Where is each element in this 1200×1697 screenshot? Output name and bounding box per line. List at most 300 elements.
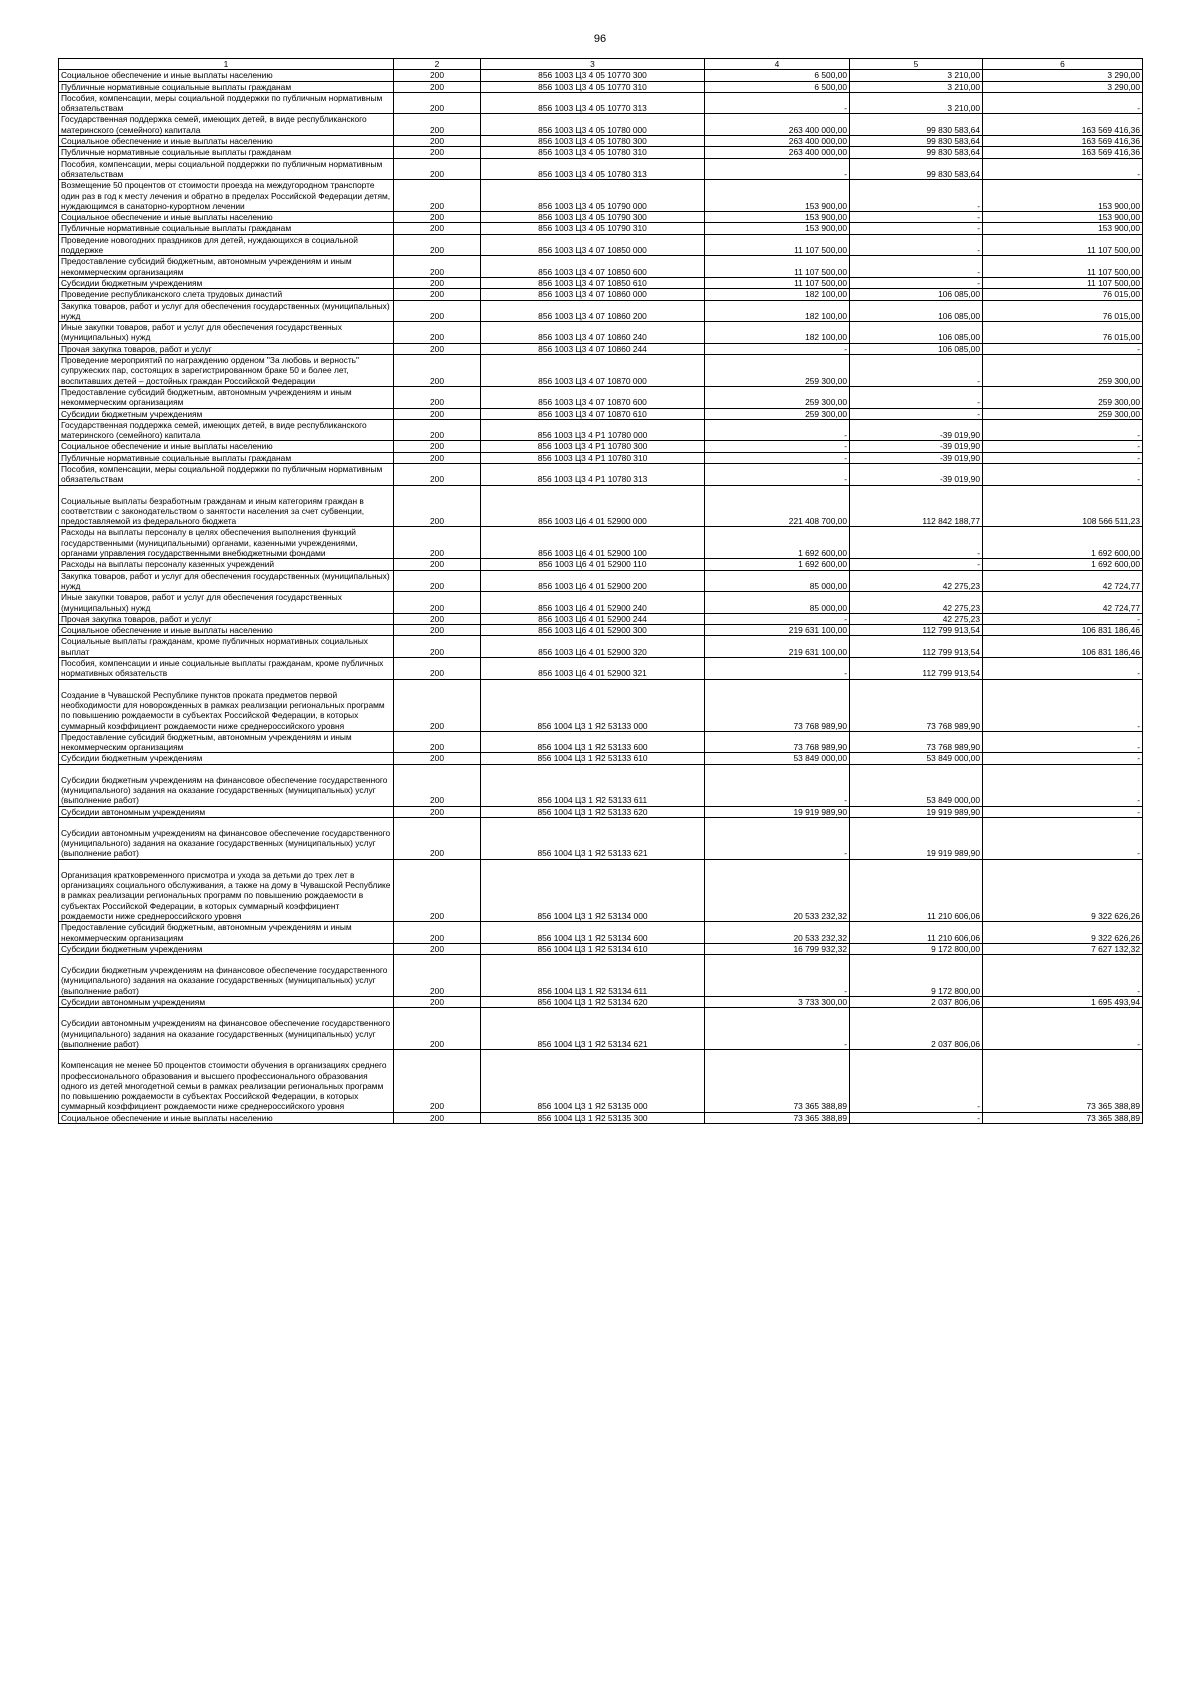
row-value-col6: 259 300,00 bbox=[983, 386, 1143, 408]
row-admin-code: 200 bbox=[394, 223, 481, 234]
row-value-col4: - bbox=[705, 817, 850, 859]
column-header-6: 6 bbox=[983, 59, 1143, 70]
row-value-col4: 73 768 989,90 bbox=[705, 731, 850, 753]
row-value-col6: - bbox=[983, 955, 1143, 997]
row-budget-code: 856 1003 Ц3 4 07 10860 244 bbox=[481, 343, 705, 354]
row-budget-code: 856 1003 Ц3 4 07 10870 000 bbox=[481, 355, 705, 387]
row-value-col4: 73 365 388,89 bbox=[705, 1050, 850, 1112]
row-value-col5: 73 768 989,90 bbox=[850, 679, 983, 731]
row-admin-code: 200 bbox=[394, 955, 481, 997]
row-admin-code: 200 bbox=[394, 570, 481, 592]
row-budget-code: 856 1004 Ц3 1 Я2 53133 000 bbox=[481, 679, 705, 731]
row-value-col4: 259 300,00 bbox=[705, 355, 850, 387]
row-value-col5: 9 172 800,00 bbox=[850, 943, 983, 954]
row-value-col5: 53 849 000,00 bbox=[850, 753, 983, 764]
row-budget-code: 856 1004 Ц3 1 Я2 53134 600 bbox=[481, 922, 705, 944]
table-row bbox=[59, 300, 1143, 322]
row-value-col5: 106 085,00 bbox=[850, 322, 983, 344]
row-admin-code: 200 bbox=[394, 70, 481, 81]
row-value-col5: - bbox=[850, 234, 983, 256]
table-row bbox=[59, 386, 1143, 408]
row-value-col5: - bbox=[850, 212, 983, 223]
row-name: Проведение мероприятий по награждению орденом "За любовь и верность" супружеских пар, состоящих в зарегистрированном браке 50 и более лет, воспитавших детей – достойных граждан Российской Федерации bbox=[59, 355, 394, 387]
table-row bbox=[59, 658, 1143, 680]
row-name: Субсидии автономным учреждениям на финансовое обеспечение государственного (муниципального) задания на оказание государственных (муниципальных) услуг (выполнение работ) bbox=[59, 1008, 394, 1050]
table-row bbox=[59, 922, 1143, 944]
row-name: Социальное обеспечение и иные выплаты населению bbox=[59, 136, 394, 147]
row-value-col5: - bbox=[850, 1112, 983, 1123]
row-value-col5: - bbox=[850, 256, 983, 278]
row-value-col5: 19 919 989,90 bbox=[850, 817, 983, 859]
row-name: Социальное обеспечение и иные выплаты населению bbox=[59, 625, 394, 636]
column-header-1: 1 bbox=[59, 59, 394, 70]
row-value-col4: 153 900,00 bbox=[705, 212, 850, 223]
row-value-col4: 11 107 500,00 bbox=[705, 277, 850, 288]
row-value-col5: 106 085,00 bbox=[850, 289, 983, 300]
row-value-col4: 1 692 600,00 bbox=[705, 559, 850, 570]
row-admin-code: 200 bbox=[394, 997, 481, 1008]
table-row bbox=[59, 955, 1143, 997]
header-row bbox=[59, 59, 1143, 70]
row-name: Создание в Чувашской Республике пунктов проката предметов первой необходимости для новорожденных в рамках реализации региональных программ по повышению рождаемости в субъектах Российской Федерации, в которых суммарный коэффициент рождаемости ниже среднероссийского уровня bbox=[59, 679, 394, 731]
row-budget-code: 856 1004 Ц3 1 Я2 53134 620 bbox=[481, 997, 705, 1008]
row-value-col6: - bbox=[983, 613, 1143, 624]
table-row bbox=[59, 223, 1143, 234]
row-value-col4: 219 631 100,00 bbox=[705, 636, 850, 658]
row-value-col6: 76 015,00 bbox=[983, 300, 1143, 322]
row-value-col4: 6 500,00 bbox=[705, 70, 850, 81]
row-budget-code: 856 1003 Ц6 4 01 52900 240 bbox=[481, 592, 705, 614]
table-row bbox=[59, 559, 1143, 570]
row-budget-code: 856 1004 Ц3 1 Я2 53135 000 bbox=[481, 1050, 705, 1112]
row-name: Социальное обеспечение и иные выплаты населению bbox=[59, 70, 394, 81]
row-admin-code: 200 bbox=[394, 1112, 481, 1123]
table-row bbox=[59, 463, 1143, 485]
table-row bbox=[59, 355, 1143, 387]
row-value-col6: 11 107 500,00 bbox=[983, 277, 1143, 288]
row-value-col5: 3 210,00 bbox=[850, 70, 983, 81]
row-value-col4: - bbox=[705, 92, 850, 114]
row-value-col4: - bbox=[705, 158, 850, 180]
row-value-col6: 108 566 511,23 bbox=[983, 485, 1143, 527]
row-value-col6: - bbox=[983, 731, 1143, 753]
row-value-col5: 53 849 000,00 bbox=[850, 764, 983, 806]
table-row bbox=[59, 943, 1143, 954]
row-name: Предоставление субсидий бюджетным, автономным учреждениям и иным некоммерческим организациям bbox=[59, 731, 394, 753]
table-row bbox=[59, 570, 1143, 592]
row-admin-code: 200 bbox=[394, 234, 481, 256]
row-budget-code: 856 1003 Ц3 4 05 10770 300 bbox=[481, 70, 705, 81]
row-value-col4: 53 849 000,00 bbox=[705, 753, 850, 764]
row-admin-code: 200 bbox=[394, 1008, 481, 1050]
row-admin-code: 200 bbox=[394, 764, 481, 806]
row-value-col5: 73 768 989,90 bbox=[850, 731, 983, 753]
row-value-col4: - bbox=[705, 343, 850, 354]
row-value-col4: 1 692 600,00 bbox=[705, 527, 850, 559]
row-value-col6: - bbox=[983, 463, 1143, 485]
row-value-col4: 73 365 388,89 bbox=[705, 1112, 850, 1123]
table-row bbox=[59, 343, 1143, 354]
row-value-col5: 99 830 583,64 bbox=[850, 158, 983, 180]
row-value-col5: - bbox=[850, 386, 983, 408]
table-row bbox=[59, 234, 1143, 256]
row-name: Закупка товаров, работ и услуг для обеспечения государственных (муниципальных) нужд bbox=[59, 300, 394, 322]
row-value-col5: 9 172 800,00 bbox=[850, 955, 983, 997]
row-admin-code: 200 bbox=[394, 92, 481, 114]
row-name: Субсидии бюджетным учреждениям bbox=[59, 753, 394, 764]
row-value-col4: - bbox=[705, 764, 850, 806]
row-admin-code: 200 bbox=[394, 322, 481, 344]
row-value-col5: - bbox=[850, 180, 983, 212]
row-value-col6: 106 831 186,46 bbox=[983, 625, 1143, 636]
row-name: Пособия, компенсации и иные социальные выплаты гражданам, кроме публичных нормативных обязательств bbox=[59, 658, 394, 680]
row-budget-code: 856 1003 Ц3 4 05 10770 310 bbox=[481, 81, 705, 92]
row-value-col6: 153 900,00 bbox=[983, 180, 1143, 212]
row-value-col6: - bbox=[983, 343, 1143, 354]
row-value-col6: - bbox=[983, 92, 1143, 114]
row-value-col4: 263 400 000,00 bbox=[705, 147, 850, 158]
table-row bbox=[59, 679, 1143, 731]
row-value-col4: - bbox=[705, 419, 850, 441]
row-budget-code: 856 1003 Ц3 4 05 10780 300 bbox=[481, 136, 705, 147]
row-budget-code: 856 1004 Ц3 1 Я2 53134 621 bbox=[481, 1008, 705, 1050]
table-row bbox=[59, 81, 1143, 92]
row-value-col5: -39 019,90 bbox=[850, 463, 983, 485]
table-row bbox=[59, 212, 1143, 223]
row-value-col4: 11 107 500,00 bbox=[705, 234, 850, 256]
row-budget-code: 856 1003 Ц3 4 07 10850 600 bbox=[481, 256, 705, 278]
row-admin-code: 200 bbox=[394, 408, 481, 419]
row-name: Субсидии автономным учреждениям bbox=[59, 997, 394, 1008]
row-value-col4: - bbox=[705, 955, 850, 997]
row-value-col6: 1 695 493,94 bbox=[983, 997, 1143, 1008]
row-budget-code: 856 1004 Ц3 1 Я2 53133 610 bbox=[481, 753, 705, 764]
row-admin-code: 200 bbox=[394, 636, 481, 658]
row-value-col6: - bbox=[983, 764, 1143, 806]
row-name: Организация кратковременного присмотра и ухода за детьми до трех лет в организациях социального обслуживания, а также на дому в Чувашской Республике в рамках реализации региональных программ по повышению рождаемости в субъектах Российской Федерации, в которых суммарный коэффициент рождаемости ниже среднероссийского уровня bbox=[59, 859, 394, 921]
row-budget-code: 856 1004 Ц3 1 Я2 53134 000 bbox=[481, 859, 705, 921]
row-value-col6: - bbox=[983, 658, 1143, 680]
row-admin-code: 200 bbox=[394, 613, 481, 624]
row-admin-code: 200 bbox=[394, 256, 481, 278]
row-name: Государственная поддержка семей, имеющих детей, в виде республиканского материнского (семейного) капитала bbox=[59, 114, 394, 136]
row-value-col5: 19 919 989,90 bbox=[850, 806, 983, 817]
table-row bbox=[59, 613, 1143, 624]
row-admin-code: 200 bbox=[394, 592, 481, 614]
row-value-col6: 106 831 186,46 bbox=[983, 636, 1143, 658]
row-budget-code: 856 1004 Ц3 1 Я2 53133 611 bbox=[481, 764, 705, 806]
row-budget-code: 856 1003 Ц6 4 01 52900 200 bbox=[481, 570, 705, 592]
row-value-col6: 76 015,00 bbox=[983, 322, 1143, 344]
row-budget-code: 856 1003 Ц3 4 05 10790 300 bbox=[481, 212, 705, 223]
row-budget-code: 856 1003 Ц3 4 07 10860 000 bbox=[481, 289, 705, 300]
row-value-col4: 153 900,00 bbox=[705, 223, 850, 234]
row-admin-code: 200 bbox=[394, 463, 481, 485]
row-value-col4: 153 900,00 bbox=[705, 180, 850, 212]
table-row bbox=[59, 452, 1143, 463]
row-value-col5: - bbox=[850, 1050, 983, 1112]
row-name: Расходы на выплаты персоналу в целях обеспечения выполнения функций государственными (муниципальными) органами, казенными учреждениями, органами управления государственными внебюджетными фондами bbox=[59, 527, 394, 559]
row-budget-code: 856 1003 Ц6 4 01 52900 300 bbox=[481, 625, 705, 636]
row-value-col6: 73 365 388,89 bbox=[983, 1112, 1143, 1123]
row-admin-code: 200 bbox=[394, 300, 481, 322]
row-value-col5: 42 275,23 bbox=[850, 570, 983, 592]
row-name: Субсидии бюджетным учреждениям bbox=[59, 277, 394, 288]
row-value-col6: 11 107 500,00 bbox=[983, 234, 1143, 256]
row-admin-code: 200 bbox=[394, 731, 481, 753]
row-budget-code: 856 1004 Ц3 1 Я2 53133 621 bbox=[481, 817, 705, 859]
row-name: Публичные нормативные социальные выплаты гражданам bbox=[59, 452, 394, 463]
row-budget-code: 856 1003 Ц3 4 05 10790 000 bbox=[481, 180, 705, 212]
table-row bbox=[59, 114, 1143, 136]
column-header-2: 2 bbox=[394, 59, 481, 70]
row-value-col6: 163 569 416,36 bbox=[983, 114, 1143, 136]
row-name: Субсидии бюджетным учреждениям bbox=[59, 408, 394, 419]
row-value-col5: 99 830 583,64 bbox=[850, 136, 983, 147]
row-budget-code: 856 1003 Ц6 4 01 52900 000 bbox=[481, 485, 705, 527]
row-admin-code: 200 bbox=[394, 180, 481, 212]
row-name: Субсидии бюджетным учреждениям bbox=[59, 943, 394, 954]
row-value-col4: 221 408 700,00 bbox=[705, 485, 850, 527]
row-value-col5: 11 210 606,06 bbox=[850, 922, 983, 944]
row-budget-code: 856 1003 Ц3 4 05 10770 313 bbox=[481, 92, 705, 114]
row-value-col4: 20 533 232,32 bbox=[705, 922, 850, 944]
table-row bbox=[59, 92, 1143, 114]
table-row bbox=[59, 322, 1143, 344]
row-name: Субсидии бюджетным учреждениям на финансовое обеспечение государственного (муниципального) задания на оказание государственных (муниципальных) услуг (выполнение работ) bbox=[59, 764, 394, 806]
row-value-col5: 3 210,00 bbox=[850, 92, 983, 114]
table-row bbox=[59, 817, 1143, 859]
row-admin-code: 200 bbox=[394, 212, 481, 223]
row-admin-code: 200 bbox=[394, 277, 481, 288]
row-budget-code: 856 1003 Ц3 4 Р1 10780 300 bbox=[481, 441, 705, 452]
row-name: Социальные выплаты безработным гражданам и иным категориям граждан в соответствии с законодательством о занятости населения за счет субвенции, предоставляемой из федерального бюджета bbox=[59, 485, 394, 527]
row-budget-code: 856 1004 Ц3 1 Я2 53134 610 bbox=[481, 943, 705, 954]
row-budget-code: 856 1003 Ц3 4 05 10780 000 bbox=[481, 114, 705, 136]
row-budget-code: 856 1003 Ц3 4 07 10860 240 bbox=[481, 322, 705, 344]
row-value-col4: - bbox=[705, 658, 850, 680]
row-admin-code: 200 bbox=[394, 81, 481, 92]
row-admin-code: 200 bbox=[394, 386, 481, 408]
row-value-col4: 182 100,00 bbox=[705, 322, 850, 344]
row-value-col4: 11 107 500,00 bbox=[705, 256, 850, 278]
row-budget-code: 856 1003 Ц6 4 01 52900 100 bbox=[481, 527, 705, 559]
row-admin-code: 200 bbox=[394, 859, 481, 921]
row-value-col6: 9 322 626,26 bbox=[983, 922, 1143, 944]
row-value-col4: - bbox=[705, 613, 850, 624]
row-admin-code: 200 bbox=[394, 625, 481, 636]
row-value-col4: 6 500,00 bbox=[705, 81, 850, 92]
row-budget-code: 856 1003 Ц6 4 01 52900 110 bbox=[481, 559, 705, 570]
row-name: Субсидии автономным учреждениям на финансовое обеспечение государственного (муниципального) задания на оказание государственных (муниципальных) услуг (выполнение работ) bbox=[59, 817, 394, 859]
row-value-col5: 112 799 913,54 bbox=[850, 636, 983, 658]
row-value-col6: - bbox=[983, 1008, 1143, 1050]
row-value-col5: - bbox=[850, 559, 983, 570]
row-name: Возмещение 50 процентов от стоимости проезда на междугородном транспорте один раз в год к месту лечения и обратно в пределах Российской Федерации детям, нуждающимся в санаторно-курортном лечении bbox=[59, 180, 394, 212]
row-value-col5: -39 019,90 bbox=[850, 419, 983, 441]
row-value-col5: -39 019,90 bbox=[850, 441, 983, 452]
row-value-col5: 11 210 606,06 bbox=[850, 859, 983, 921]
row-value-col5: - bbox=[850, 408, 983, 419]
row-value-col6: 42 724,77 bbox=[983, 570, 1143, 592]
row-admin-code: 200 bbox=[394, 485, 481, 527]
table-row bbox=[59, 806, 1143, 817]
row-name: Пособия, компенсации, меры социальной поддержки по публичным нормативным обязательствам bbox=[59, 92, 394, 114]
column-header-4: 4 bbox=[705, 59, 850, 70]
row-value-col6: - bbox=[983, 679, 1143, 731]
row-name: Публичные нормативные социальные выплаты гражданам bbox=[59, 81, 394, 92]
row-admin-code: 200 bbox=[394, 355, 481, 387]
row-admin-code: 200 bbox=[394, 806, 481, 817]
row-value-col5: - bbox=[850, 223, 983, 234]
row-value-col6: 1 692 600,00 bbox=[983, 559, 1143, 570]
table-row bbox=[59, 1112, 1143, 1123]
row-admin-code: 200 bbox=[394, 147, 481, 158]
row-admin-code: 200 bbox=[394, 158, 481, 180]
table-row bbox=[59, 70, 1143, 81]
table-row bbox=[59, 277, 1143, 288]
row-name: Проведение республиканского слета трудовых династий bbox=[59, 289, 394, 300]
row-value-col6: 76 015,00 bbox=[983, 289, 1143, 300]
row-value-col5: 3 210,00 bbox=[850, 81, 983, 92]
row-value-col5: 106 085,00 bbox=[850, 343, 983, 354]
row-value-col4: 3 733 300,00 bbox=[705, 997, 850, 1008]
table-row bbox=[59, 441, 1143, 452]
row-value-col6: 11 107 500,00 bbox=[983, 256, 1143, 278]
row-admin-code: 200 bbox=[394, 419, 481, 441]
row-name: Социальное обеспечение и иные выплаты населению bbox=[59, 1112, 394, 1123]
row-value-col6: 3 290,00 bbox=[983, 81, 1143, 92]
row-value-col5: 99 830 583,64 bbox=[850, 147, 983, 158]
row-admin-code: 200 bbox=[394, 658, 481, 680]
row-value-col5: 2 037 806,06 bbox=[850, 997, 983, 1008]
row-budget-code: 856 1003 Ц6 4 01 52900 321 bbox=[481, 658, 705, 680]
row-value-col6: 3 290,00 bbox=[983, 70, 1143, 81]
row-name: Публичные нормативные социальные выплаты гражданам bbox=[59, 223, 394, 234]
row-budget-code: 856 1004 Ц3 1 Я2 53133 620 bbox=[481, 806, 705, 817]
row-value-col4: 259 300,00 bbox=[705, 386, 850, 408]
row-budget-code: 856 1003 Ц3 4 Р1 10780 000 bbox=[481, 419, 705, 441]
row-value-col6: - bbox=[983, 806, 1143, 817]
row-value-col6: 73 365 388,89 bbox=[983, 1050, 1143, 1112]
row-value-col5: 112 799 913,54 bbox=[850, 658, 983, 680]
row-admin-code: 200 bbox=[394, 753, 481, 764]
row-value-col6: 9 322 626,26 bbox=[983, 859, 1143, 921]
row-budget-code: 856 1003 Ц3 4 05 10780 313 bbox=[481, 158, 705, 180]
row-budget-code: 856 1003 Ц3 4 07 10850 610 bbox=[481, 277, 705, 288]
row-name: Субсидии бюджетным учреждениям на финансовое обеспечение государственного (муниципального) задания на оказание государственных (муниципальных) услуг (выполнение работ) bbox=[59, 955, 394, 997]
row-name: Социальное обеспечение и иные выплаты населению bbox=[59, 441, 394, 452]
row-value-col6: 163 569 416,36 bbox=[983, 136, 1143, 147]
row-name: Иные закупки товаров, работ и услуг для обеспечения государственных (муниципальных) нужд bbox=[59, 592, 394, 614]
row-value-col5: - bbox=[850, 527, 983, 559]
row-admin-code: 200 bbox=[394, 922, 481, 944]
row-budget-code: 856 1003 Ц3 4 07 10870 600 bbox=[481, 386, 705, 408]
row-value-col5: 2 037 806,06 bbox=[850, 1008, 983, 1050]
table-row bbox=[59, 636, 1143, 658]
table-row bbox=[59, 625, 1143, 636]
row-value-col4: 73 768 989,90 bbox=[705, 679, 850, 731]
table-row bbox=[59, 485, 1143, 527]
row-name: Публичные нормативные социальные выплаты гражданам bbox=[59, 147, 394, 158]
row-value-col4: - bbox=[705, 452, 850, 463]
table-row bbox=[59, 1008, 1143, 1050]
table-row bbox=[59, 527, 1143, 559]
row-budget-code: 856 1003 Ц3 4 05 10790 310 bbox=[481, 223, 705, 234]
row-value-col5: 106 085,00 bbox=[850, 300, 983, 322]
row-name: Пособия, компенсации, меры социальной поддержки по публичным нормативным обязательствам bbox=[59, 158, 394, 180]
row-value-col6: 42 724,77 bbox=[983, 592, 1143, 614]
row-admin-code: 200 bbox=[394, 1050, 481, 1112]
row-budget-code: 856 1003 Ц6 4 01 52900 244 bbox=[481, 613, 705, 624]
row-name: Расходы на выплаты персоналу казенных учреждений bbox=[59, 559, 394, 570]
row-value-col5: - bbox=[850, 355, 983, 387]
row-value-col6: - bbox=[983, 419, 1143, 441]
row-admin-code: 200 bbox=[394, 527, 481, 559]
row-value-col4: 182 100,00 bbox=[705, 300, 850, 322]
row-value-col4: 20 533 232,32 bbox=[705, 859, 850, 921]
row-value-col5: 112 842 188,77 bbox=[850, 485, 983, 527]
row-admin-code: 200 bbox=[394, 114, 481, 136]
row-name: Предоставление субсидий бюджетным, автономным учреждениям и иным некоммерческим организациям bbox=[59, 386, 394, 408]
row-value-col4: 85 000,00 bbox=[705, 570, 850, 592]
table-row bbox=[59, 158, 1143, 180]
column-header-3: 3 bbox=[481, 59, 705, 70]
table-row bbox=[59, 147, 1143, 158]
row-value-col6: 163 569 416,36 bbox=[983, 147, 1143, 158]
row-value-col4: - bbox=[705, 441, 850, 452]
row-name: Пособия, компенсации, меры социальной поддержки по публичным нормативным обязательствам bbox=[59, 463, 394, 485]
row-budget-code: 856 1003 Ц3 4 07 10860 200 bbox=[481, 300, 705, 322]
table-row bbox=[59, 731, 1143, 753]
row-admin-code: 200 bbox=[394, 452, 481, 463]
row-admin-code: 200 bbox=[394, 441, 481, 452]
table-row bbox=[59, 859, 1143, 921]
row-admin-code: 200 bbox=[394, 943, 481, 954]
row-value-col4: 259 300,00 bbox=[705, 408, 850, 419]
table-row bbox=[59, 419, 1143, 441]
row-budget-code: 856 1003 Ц3 4 05 10780 310 bbox=[481, 147, 705, 158]
row-value-col6: - bbox=[983, 158, 1143, 180]
row-name: Проведение новогодних праздников для детей, нуждающихся в социальной поддержке bbox=[59, 234, 394, 256]
table-row bbox=[59, 136, 1143, 147]
row-value-col4: 19 919 989,90 bbox=[705, 806, 850, 817]
row-value-col4: 16 799 932,32 bbox=[705, 943, 850, 954]
row-value-col4: - bbox=[705, 1008, 850, 1050]
row-name: Иные закупки товаров, работ и услуг для обеспечения государственных (муниципальных) нужд bbox=[59, 322, 394, 344]
row-name: Прочая закупка товаров, работ и услуг bbox=[59, 613, 394, 624]
row-name: Предоставление субсидий бюджетным, автономным учреждениям и иным некоммерческим организациям bbox=[59, 922, 394, 944]
row-admin-code: 200 bbox=[394, 136, 481, 147]
row-value-col5: 42 275,23 bbox=[850, 613, 983, 624]
row-value-col6: - bbox=[983, 452, 1143, 463]
row-admin-code: 200 bbox=[394, 559, 481, 570]
table-row bbox=[59, 753, 1143, 764]
row-name: Социальное обеспечение и иные выплаты населению bbox=[59, 212, 394, 223]
row-value-col4: 182 100,00 bbox=[705, 289, 850, 300]
row-value-col6: - bbox=[983, 817, 1143, 859]
table-row bbox=[59, 592, 1143, 614]
row-value-col4: 263 400 000,00 bbox=[705, 136, 850, 147]
row-value-col6: 7 627 132,32 bbox=[983, 943, 1143, 954]
row-value-col6: - bbox=[983, 753, 1143, 764]
table-row bbox=[59, 289, 1143, 300]
row-admin-code: 200 bbox=[394, 343, 481, 354]
row-budget-code: 856 1003 Ц6 4 01 52900 320 bbox=[481, 636, 705, 658]
table-row bbox=[59, 256, 1143, 278]
row-value-col5: 112 799 913,54 bbox=[850, 625, 983, 636]
row-name: Предоставление субсидий бюджетным, автономным учреждениям и иным некоммерческим организациям bbox=[59, 256, 394, 278]
